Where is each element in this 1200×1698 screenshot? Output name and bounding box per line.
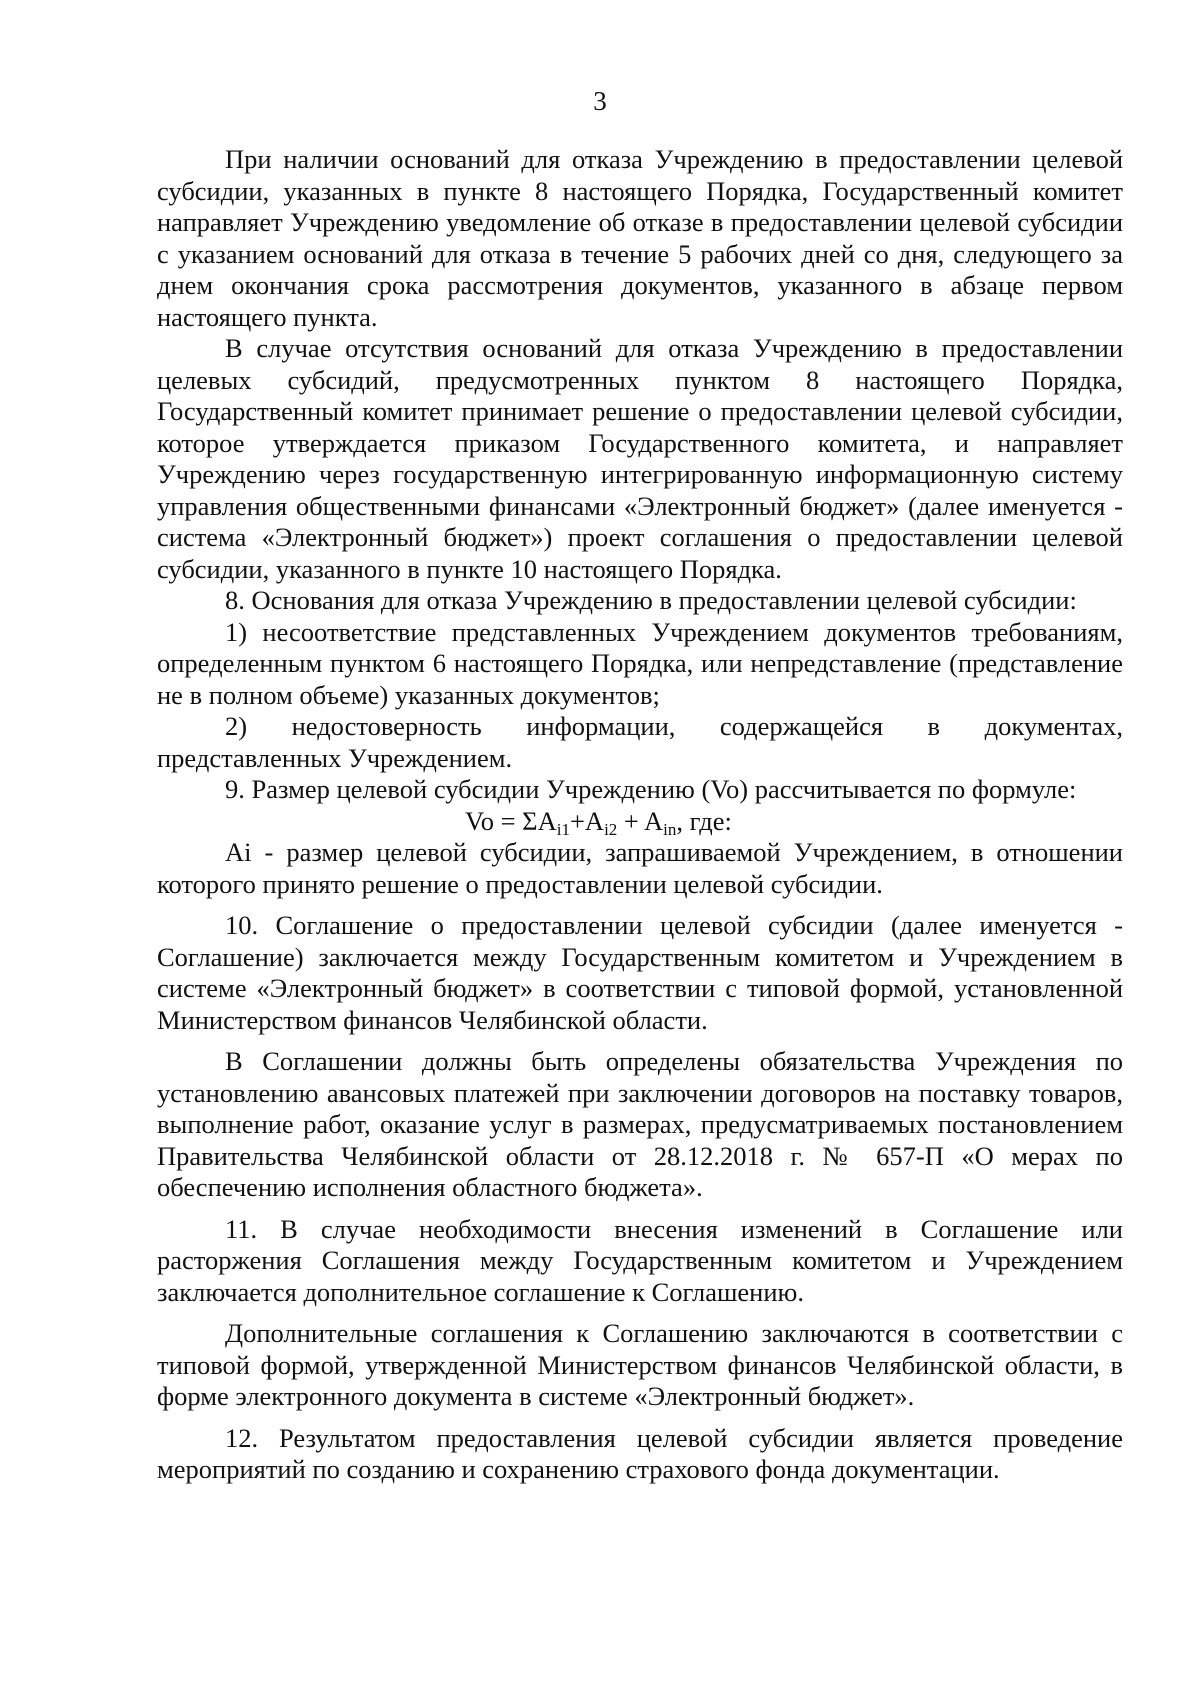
paragraph-item-10: 10. Соглашение о предоставлении целевой субсидии (далее именуется - Соглашение) заключается между Государственным комитетом и Учреждением в системе «Электронный бюджет» в соответствии с типовой формой, установленной Министерством финансов Челябинской области. xyxy=(157,910,1123,1035)
formula-subscript-1: i1 xyxy=(556,819,570,839)
paragraph-item-9: 9. Размер целевой субсидии Учреждению (Vo) рассчитывается по формуле: xyxy=(225,774,1077,804)
document-body xyxy=(157,144,1123,1486)
formula-subscript-2: i2 xyxy=(604,819,618,839)
formula-tail: , где: xyxy=(676,805,732,836)
paragraph-item-8-2: 2) недостоверность информации, содержащейся в документах, представленных Учреждением. xyxy=(157,711,1123,773)
paragraph-refusal-notice: При наличии оснований для отказа Учреждению в предоставлении целевой субсидии, указанных в пункте 8 настоящего Порядка, Государственный комитет направляет Учреждению уведомление об отказе в предоставлении целевой субсидии с указанием оснований для отказа в течение 5 рабочих дней со дня, следующего за днем окончания срока рассмотрения документов, указанного в абзаце первом настоящего пункта. xyxy=(157,144,1123,332)
paragraph-ai-definition: Ai - размер целевой субсидии, запрашиваемой Учреждением, в отношении которого принято решение о предоставлении целевой субсидии. xyxy=(157,837,1123,899)
paragraph-item-12: 12. Результатом предоставления целевой субсидии является проведение мероприятий по созданию и сохранению страхового фонда документации. xyxy=(157,1422,1123,1484)
formula-plus-1: +A xyxy=(569,805,605,836)
paragraph-agreement-obligations: В Соглашении должны быть определены обязательства Учреждения по установлению авансовых платежей при заключении договоров на поставку товаров, выполнение работ, оказание услуг в размерах, предусматриваемых постановлением Правительства Челябинской области от 28.12.2018 г. № 657-П «О мерах по обеспечению исполнения областного бюджета». xyxy=(157,1046,1123,1202)
paragraph-additional-agreements: Дополнительные соглашения к Соглашению заключаются в соответствии с типовой формой, утвержденной Министерством финансов Челябинской области, в форме электронного документа в системе «Электронный бюджет». xyxy=(157,1318,1123,1411)
formula-subscript-3: in xyxy=(663,819,677,839)
formula-plus-2: + A xyxy=(617,805,664,836)
paragraph-item-8-1: 1) несоответствие представленных Учреждением документов требованиям, определенным пунктом 6 настоящего Порядка, или непредставление (представление не в полном объеме) указанных документов; xyxy=(157,616,1123,710)
formula-left: Vo = ΣA xyxy=(465,805,557,836)
paragraph-decision-approval: В случае отсутствия оснований для отказа Учреждению в предоставлении целевых субсидий, предусмотренных пунктом 8 настоящего Порядка, Государственный комитет принимает решение о предоставлении целевой субсидии, которое утверждается приказом Государственного комитета, и направляет Учреждению через государственную интегрированную информационную систему управления общественными финансами «Электронный бюджет» (далее именуется - система «Электронный бюджет») проект соглашения о предоставлении целевой субсидии, указанного в пункте 10 настоящего Порядка. xyxy=(157,333,1123,584)
page-number: 3 xyxy=(593,86,607,116)
paragraph-item-8-heading: 8. Основания для отказа Учреждению в предоставлении целевой субсидии: xyxy=(225,585,1077,615)
paragraph-item-11: 11. В случае необходимости внесения изменений в Соглашение или расторжения Соглашения между Государственным комитетом и Учреждением заключается дополнительное соглашение к Соглашению. xyxy=(157,1213,1123,1307)
subsidy-formula xyxy=(157,806,1123,838)
